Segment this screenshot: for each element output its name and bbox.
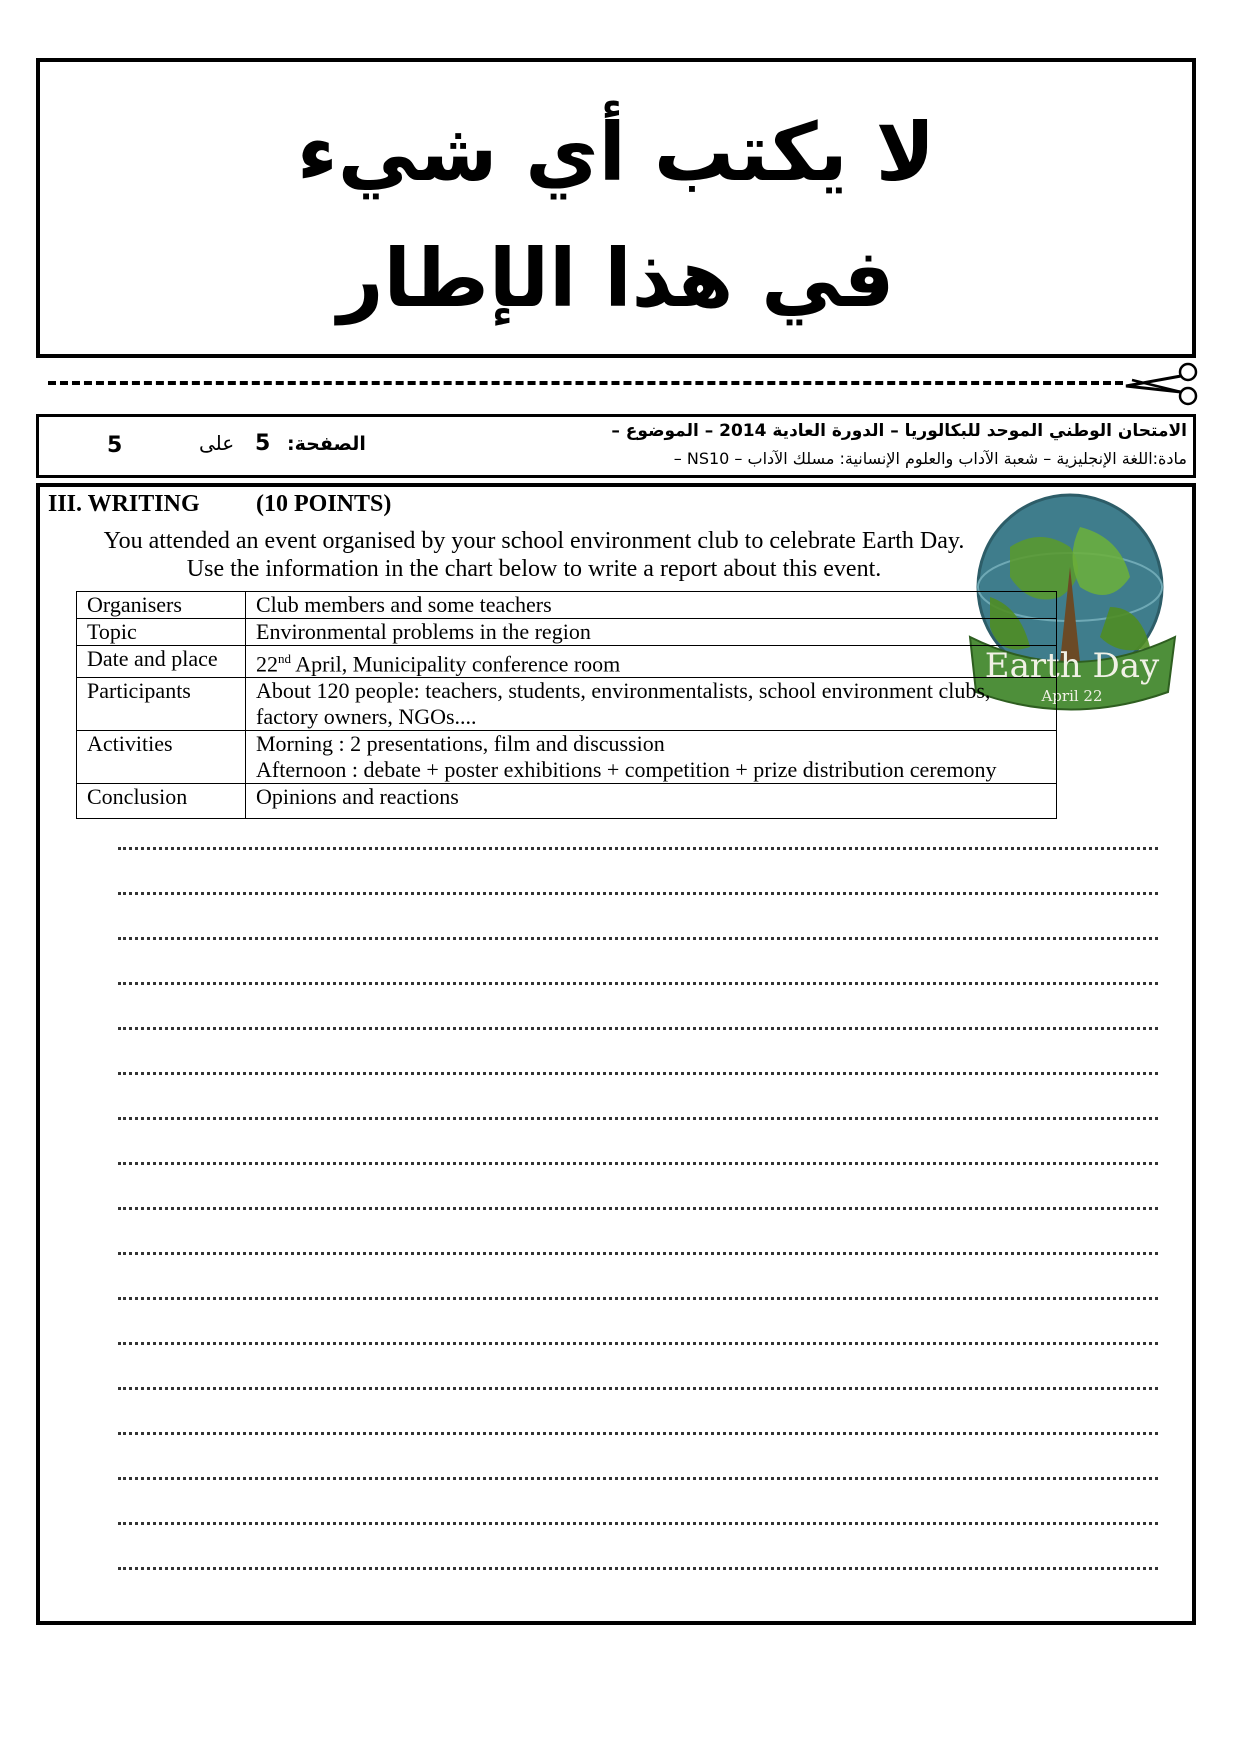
exam-title-line: الامتحان الوطني الموحد للبكالوريا – الدورة العادية 2014 – الموضوع – [611, 421, 1187, 441]
date-place-label: Date and place [77, 646, 246, 678]
table-row [77, 619, 1057, 646]
date-place-value [246, 646, 1057, 678]
page-number: 5 [255, 431, 271, 456]
answer-line[interactable] [118, 1342, 1158, 1345]
activities-afternoon: Afternoon : debate + poster exhibitions + competition + prize distribution ceremony [256, 757, 997, 783]
section-points: (10 POINTS) [256, 491, 392, 517]
total-pages: 5 [107, 433, 123, 458]
answer-line[interactable] [118, 937, 1158, 940]
table-row [77, 731, 1057, 784]
participants-label: Participants [77, 678, 246, 731]
emblem-date: April 22 [1041, 687, 1103, 705]
answer-line[interactable] [118, 1297, 1158, 1300]
table-row [77, 784, 1057, 819]
topic-label: Topic [77, 619, 246, 646]
answer-line[interactable] [118, 1252, 1158, 1255]
answer-line[interactable] [118, 1567, 1158, 1570]
table-row [77, 592, 1057, 619]
answer-line[interactable] [118, 1162, 1158, 1165]
exam-header [36, 414, 1196, 478]
page-label: الصفحة: [287, 433, 366, 455]
answer-line[interactable] [118, 847, 1158, 850]
answer-line[interactable] [118, 892, 1158, 895]
scissors-icon [1122, 362, 1202, 406]
activities-label: Activities [77, 731, 246, 784]
answer-line[interactable] [118, 982, 1158, 985]
event-info-table [76, 591, 1057, 819]
do-not-write-line1: لا يكتب أي شيء [296, 106, 936, 199]
table-row [77, 646, 1057, 678]
activities-morning: Morning : 2 presentations, film and discussion [256, 731, 665, 757]
emblem-title: Earth Day [984, 646, 1160, 686]
answer-line[interactable] [118, 1207, 1158, 1210]
conclusion-label: Conclusion [77, 784, 246, 819]
organisers-value: Club members and some teachers [246, 592, 1057, 619]
answer-line[interactable] [118, 1477, 1158, 1480]
date-suffix: nd [278, 651, 291, 666]
date-day: 22 [256, 651, 278, 677]
page-of-label: على [199, 431, 235, 455]
answer-line[interactable] [118, 1432, 1158, 1435]
do-not-write-frame [36, 58, 1196, 358]
answer-line[interactable] [118, 1072, 1158, 1075]
date-place-text: April, Municipality conference room [291, 651, 621, 677]
organisers-label: Organisers [77, 592, 246, 619]
topic-value: Environmental problems in the region [246, 619, 1057, 646]
activities-value [246, 731, 1057, 784]
exam-subject-line: مادة:اللغة الإنجليزية – شعبة الآداب والعلوم الإنسانية: مسلك الآداب – NS10 – [673, 449, 1187, 468]
table-row [77, 678, 1057, 731]
answer-line[interactable] [118, 1117, 1158, 1120]
answer-line[interactable] [118, 1387, 1158, 1390]
task-instructions: You attended an event organised by your school environment club to celebrate Earth Day. Use the information in the chart below to write a report about this event. [103, 528, 965, 582]
cut-line [48, 381, 1123, 385]
answer-line[interactable] [118, 1027, 1158, 1030]
conclusion-value: Opinions and reactions [246, 784, 1057, 819]
section-title: III. WRITING [48, 491, 200, 517]
participants-value: About 120 people: teachers, students, environmentalists, school environment clubs, factory owners, NGOs.... [246, 678, 1057, 731]
answer-line[interactable] [118, 1522, 1158, 1525]
writing-section [36, 483, 1196, 1625]
do-not-write-line2: في هذا الإطار [337, 232, 895, 325]
